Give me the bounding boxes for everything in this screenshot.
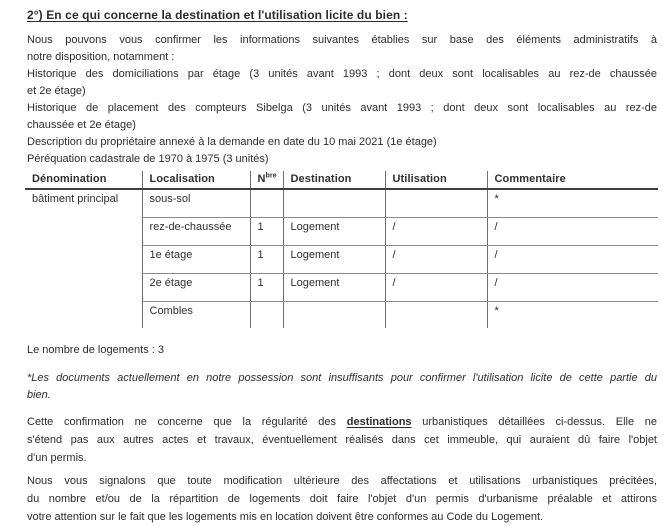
- cell-destination: [283, 189, 385, 217]
- confirmation-line-2: s'étend pas aux autres actes et travaux, éventuellement réalisés dans cet immeuble, qui auraient dû faire l'objet: [27, 434, 657, 446]
- historique-compteurs-line-2: chaussée et 2e étage): [27, 119, 136, 131]
- note-line-1: *Les documents actuellement en notre possession sont insuffisants pour confirmer l'utilisation licite de cette partie du: [27, 372, 657, 384]
- cell-commentaire: /: [487, 217, 658, 245]
- cell-commentaire: /: [487, 273, 658, 301]
- header-localisation: Localisation: [142, 171, 250, 189]
- cell-nbre: 1: [250, 245, 283, 273]
- cell-localisation: 2e étage: [142, 273, 250, 301]
- perequation-cadastrale-line: Péréquation cadastrale de 1970 à 1975 (3 unités): [27, 153, 269, 165]
- cell-destination: Logement: [283, 245, 385, 273]
- confirmation-paragraph: [27, 413, 657, 467]
- logements-count-line: Le nombre de logements : 3: [27, 344, 164, 356]
- cell-nbre: [250, 189, 283, 217]
- destinations-emphasis: destinations: [346, 416, 412, 428]
- confirmation-line-1: Cette confirmation ne concerne que la régularité des destinations urbanistiques détaillées ci-dessus. Elle ne: [27, 416, 658, 428]
- table-header-row: [25, 171, 658, 189]
- cell-localisation: rez-de-chaussée: [142, 217, 250, 245]
- historique-domiciliations-line-1: Historique des domiciliations par étage (3 unités avant 1993 ; dont deux sont localisables au rez-de chaussée: [27, 68, 657, 80]
- cell-utilisation: /: [385, 217, 487, 245]
- cell-localisation: 1e étage: [142, 245, 250, 273]
- signalement-paragraph: [27, 472, 657, 526]
- cell-nbre: 1: [250, 273, 283, 301]
- historique-compteurs-line-1: Historique de placement des compteurs Sibelga (3 unités avant 1993 ; dont deux sont localisables au rez-de: [27, 102, 657, 114]
- signalement-line-1: Nous vous signalons que toute modification ultérieure des affectations et utilisations urbanistiques précitées,: [27, 475, 657, 487]
- cell-nbre: [250, 301, 283, 328]
- cell-utilisation: /: [385, 245, 487, 273]
- asterisk-note: [27, 370, 657, 404]
- historique-domiciliations-line-2: et 2e étage): [27, 85, 86, 97]
- note-line-2: bien.: [27, 389, 51, 401]
- cell-utilisation: [385, 189, 487, 217]
- cell-localisation: sous-sol: [142, 189, 250, 217]
- cell-nbre: 1: [250, 217, 283, 245]
- intro-line-2: notre disposition, notamment :: [27, 51, 175, 63]
- cell-denomination: bâtiment principal: [32, 193, 119, 205]
- confirmation-line-3: d'un permis.: [27, 452, 87, 464]
- intro-line-1: Nous pouvons vous confirmer les informations suivantes établies sur base des éléments administratifs à: [27, 34, 657, 46]
- cell-commentaire: *: [487, 189, 658, 217]
- intro-block: [27, 32, 657, 168]
- description-proprietaire-line: Description du propriétaire annexé à la demande en date du 10 mai 2021 (1e étage): [27, 136, 437, 148]
- cell-utilisation: [385, 301, 487, 328]
- cell-localisation: Combles: [142, 301, 250, 328]
- signalement-line-2: du nombre et/ou de la répartition de logements doit faire l'objet d'un permis d'urbanisme préalable et attirons: [27, 493, 657, 505]
- header-utilisation: Utilisation: [385, 171, 487, 189]
- cell-destination: Logement: [283, 217, 385, 245]
- cell-commentaire: /: [487, 245, 658, 273]
- table-row-sous-sol: [25, 189, 658, 217]
- header-destination: Destination: [283, 171, 385, 189]
- cell-commentaire: *: [487, 301, 658, 328]
- cell-destination: Logement: [283, 273, 385, 301]
- signalement-line-3: votre attention sur le fait que les logements mis en location doivent être conformes au Code du Logement.: [27, 511, 544, 523]
- cell-destination: [283, 301, 385, 328]
- section-heading: 2°) En ce qui concerne la destination et l'utilisation licite du bien :: [27, 8, 408, 22]
- units-table: [25, 171, 658, 328]
- header-commentaire: Commentaire: [487, 171, 658, 189]
- header-nbre-superscript: bre: [265, 172, 277, 180]
- header-nbre: $N^{bre}$: [250, 171, 283, 189]
- cell-utilisation: /: [385, 273, 487, 301]
- header-denomination: Dénomination: [25, 171, 142, 189]
